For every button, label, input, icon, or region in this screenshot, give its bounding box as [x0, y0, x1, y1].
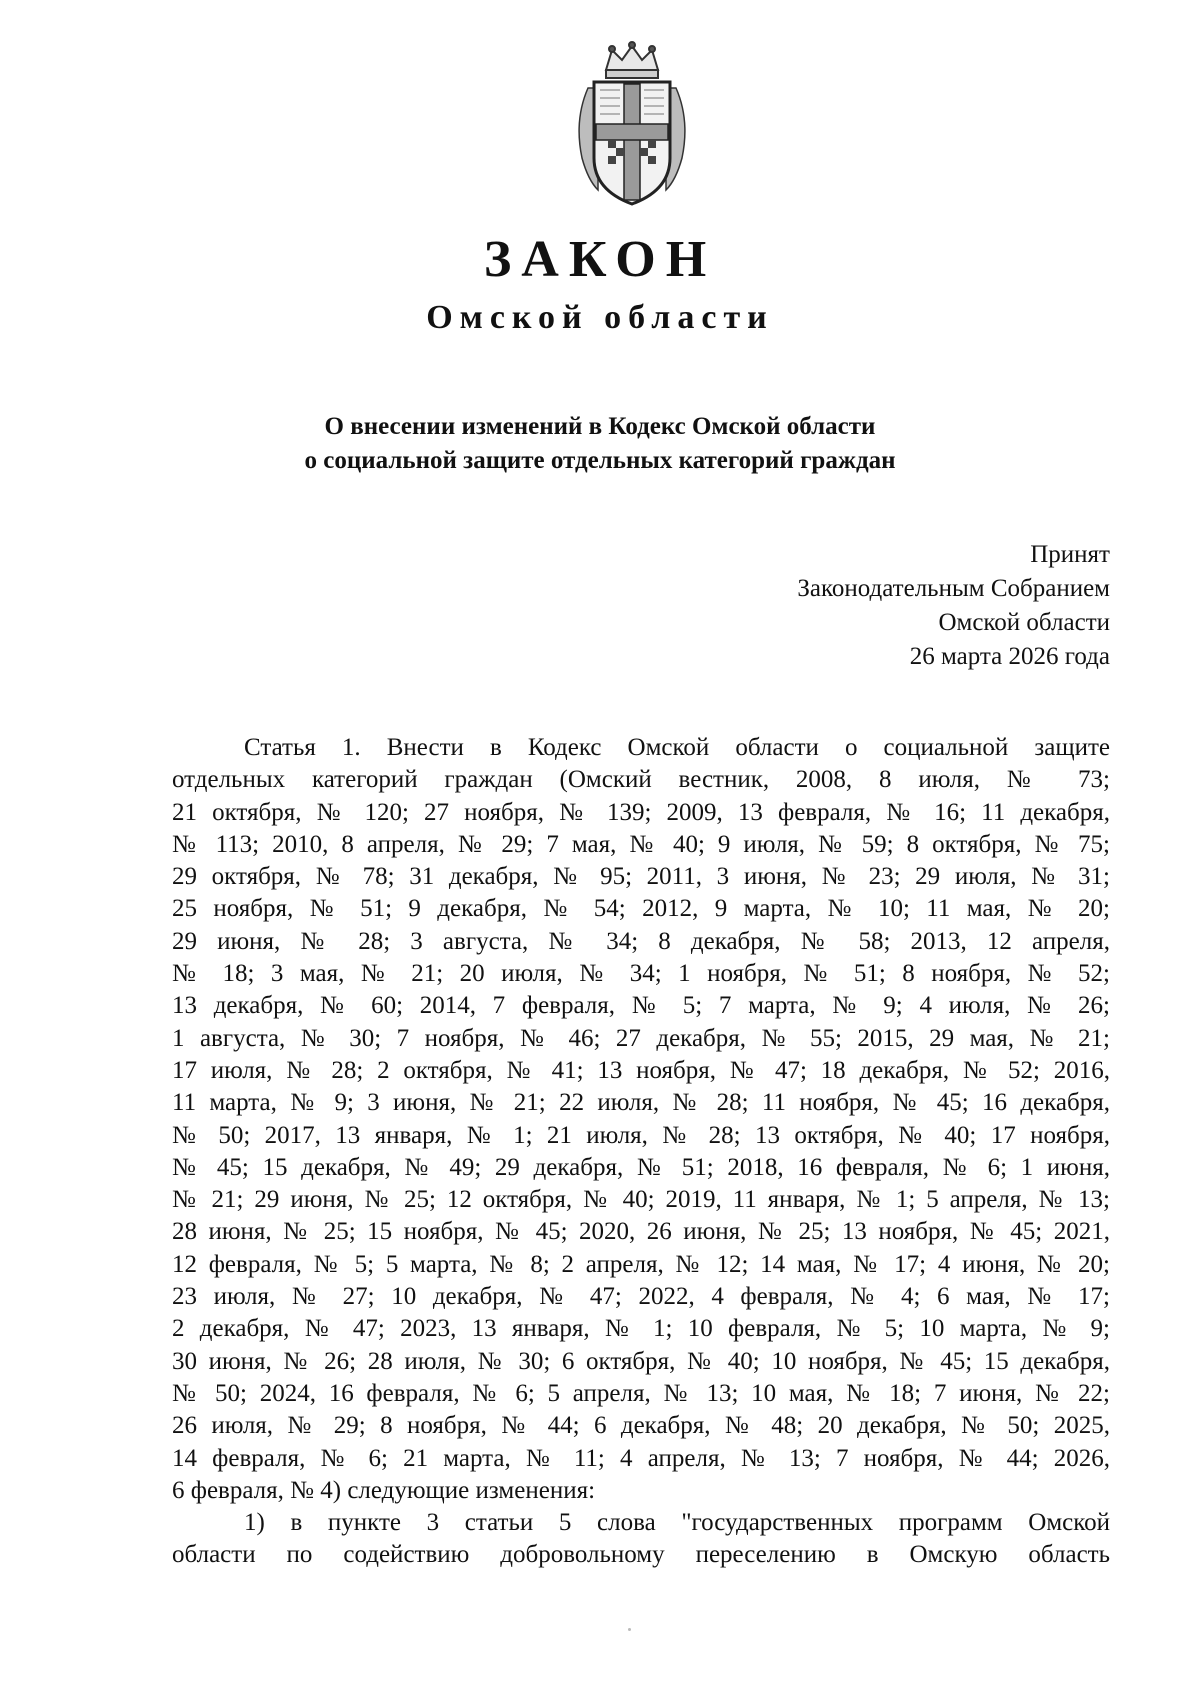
- article-line: 26 июля, № 29; 8 ноября, № 44; 6 декабря, № 48; 20 декабря, № 50; 2025,: [172, 1412, 1110, 1440]
- coat-of-arms-icon: [568, 40, 696, 210]
- article-line: 21 октября, № 120; 27 ноября, № 139; 2009, 13 февраля, № 16; 11 декабря,: [172, 798, 1110, 826]
- article-line: № 50; 2024, 16 февраля, № 6; 5 апреля, № 13; 10 мая, № 18; 7 июня, № 22;: [172, 1379, 1110, 1407]
- law-subtitle: Омской области: [426, 299, 774, 336]
- adoption-line: Омской области: [938, 609, 1110, 636]
- article-line: 13 декабря, № 60; 2014, 7 февраля, № 5; 7 марта, № 9; 4 июля, № 26;: [172, 992, 1110, 1020]
- article-line: Статья 1. Внести в Кодекс Омской области о социальной защите: [244, 734, 1110, 761]
- article-line: № 113; 2010, 8 апреля, № 29; 7 мая, № 40; 9 июля, № 59; 8 октября, № 75;: [172, 830, 1110, 858]
- adoption-line: Принят: [1030, 541, 1110, 568]
- article-1-text: [172, 732, 1110, 1572]
- item-line: области по содействию добровольному переселению в Омскую область: [172, 1541, 1110, 1569]
- adoption-block: [797, 538, 1110, 674]
- article-line: отдельных категорий граждан (Омский вестник, 2008, 8 июля, № 73;: [172, 766, 1110, 794]
- article-line: 25 ноября, № 51; 9 декабря, № 54; 2012, 9 марта, № 10; 11 мая, № 20;: [172, 895, 1110, 923]
- article-line: 2 декабря, № 47; 2023, 13 января, № 1; 10 февраля, № 5; 10 марта, № 9;: [172, 1315, 1110, 1343]
- law-heading-line: О внесении изменений в Кодекс Омской области: [324, 413, 876, 440]
- item-line: 1) в пункте 3 статьи 5 слова "государственных программ Омской: [244, 1509, 1110, 1537]
- adoption-line: Законодательным Собранием: [797, 575, 1110, 602]
- law-heading: [0, 410, 1200, 478]
- article-line: 14 февраля, № 6; 21 марта, № 11; 4 апреля, № 13; 7 ноября, № 44; 2026,: [172, 1444, 1110, 1472]
- scan-speck: [628, 1628, 631, 1631]
- article-line: 29 октября, № 78; 31 декабря, № 95; 2011, 3 июня, № 23; 29 июля, № 31;: [172, 863, 1110, 891]
- law-title: ЗАКОН: [483, 231, 717, 288]
- article-line: № 45; 15 декабря, № 49; 29 декабря, № 51; 2018, 16 февраля, № 6; 1 июня,: [172, 1153, 1110, 1181]
- adoption-date: 26 марта 2026 года: [909, 643, 1110, 670]
- article-line: 30 июня, № 26; 28 июля, № 30; 6 октября, № 40; 10 ноября, № 45; 15 декабря,: [172, 1347, 1110, 1375]
- article-line: № 21; 29 июня, № 25; 12 октября, № 40; 2019, 11 января, № 1; 5 апреля, № 13;: [172, 1186, 1110, 1214]
- article-line: 29 июня, № 28; 3 августа, № 34; 8 декабря, № 58; 2013, 12 апреля,: [172, 927, 1110, 955]
- article-line: № 50; 2017, 13 января, № 1; 21 июля, № 28; 13 октября, № 40; 17 ноября,: [172, 1121, 1110, 1149]
- article-line: 11 марта, № 9; 3 июня, № 21; 22 июля, № 28; 11 ноября, № 45; 16 декабря,: [172, 1089, 1110, 1117]
- article-line: 6 февраля, № 4) следующие изменения:: [172, 1476, 596, 1504]
- law-heading-line: о социальной защите отдельных категорий граждан: [304, 447, 896, 474]
- article-line: № 18; 3 мая, № 21; 20 июля, № 34; 1 ноября, № 51; 8 ноября, № 52;: [172, 960, 1110, 988]
- article-line: 23 июля, № 27; 10 декабря, № 47; 2022, 4 февраля, № 4; 6 мая, № 17;: [172, 1283, 1110, 1311]
- article-line: 17 июля, № 28; 2 октября, № 41; 13 ноября, № 47; 18 декабря, № 52; 2016,: [172, 1056, 1110, 1084]
- article-line: 28 июня, № 25; 15 ноября, № 45; 2020, 26 июня, № 25; 13 ноября, № 45; 2021,: [172, 1218, 1110, 1246]
- article-line: 1 августа, № 30; 7 ноября, № 46; 27 декабря, № 55; 2015, 29 мая, № 21;: [172, 1024, 1110, 1052]
- article-line: 12 февраля, № 5; 5 марта, № 8; 2 апреля, № 12; 14 мая, № 17; 4 июня, № 20;: [172, 1250, 1110, 1278]
